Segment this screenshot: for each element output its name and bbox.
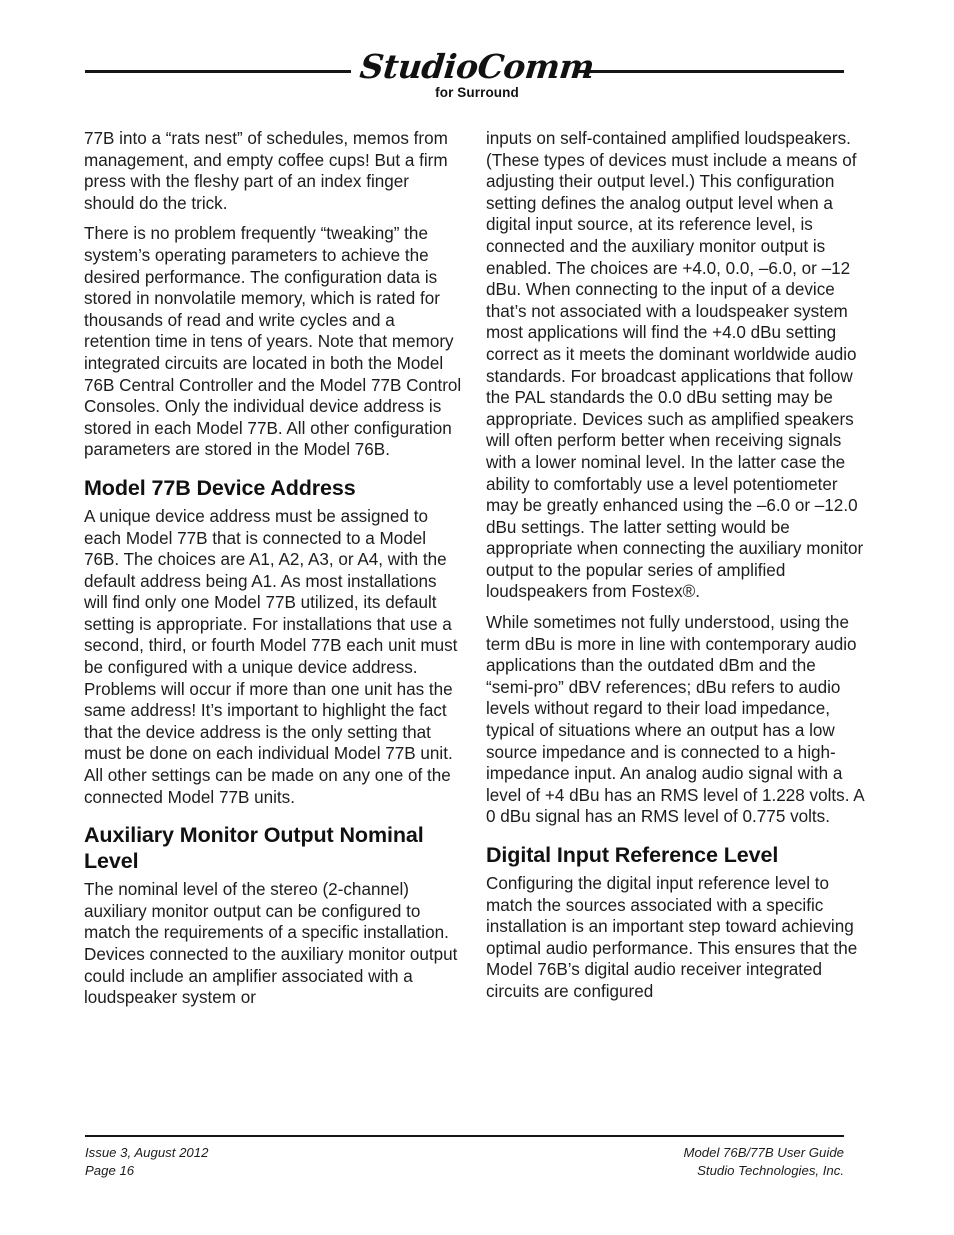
body-paragraph: Configuring the digital input reference level to match the sources associated with a specific installation is an important step toward achieving optimal audio performance. This ensures that the Model 76B’s digital audio receiver integrated circuits are configured: [486, 874, 858, 1001]
body-paragraph: While sometimes not fully understood, using the term dBu is more in line with contemporary audio applications than the outdated dBm and the “semi-pro” dBV references; dBu refers to audio levels without regard to their load impedance, typical of situations where an output has a low source impedance and is connected to a high-impedance input. An analog audio signal with a level of +4 dBu has an RMS level of 1.228 volts. A 0 dBu signal has an RMS level of 0.775 volts.: [486, 613, 864, 827]
logo-wordmark: StudioComm: [358, 47, 596, 86]
left-column: [84, 128, 462, 1018]
page-header: [0, 48, 954, 100]
body-paragraph: inputs on self-contained amplified loudspeakers. (These types of devices must include a means of adjusting their output level.) This configuration setting defines the analog output level when a digital input source, at its reference level, is connected and the auxiliary monitor output is enabled. The choices are +4.0, 0.0, –6.0, or –12 dBu. When connecting to the input of a device that’s not associated with a loudspeaker system most applications will find the +4.0 dBu setting correct as it meets the dominant worldwide audio standards. For broadcast applications that follow the PAL standards the 0.0 dBu setting may be appropriate. Devices such as amplified speakers will often perform better when receiving signals with a lower nominal level. In the latter case the ability to comfortably use a level potentiometer may be greatly enhanced using the –6.0 or –12.0 dBu settings. The latter setting would be appropriate when connecting the auxiliary monitor output to the popular series of amplified loudspeakers from Fostex®.: [486, 129, 864, 602]
footer-left: [85, 1144, 208, 1179]
footer-rule: [85, 1135, 844, 1137]
section-heading: Auxiliary Monitor Output Nominal Level: [84, 823, 424, 874]
page-footer: [85, 1135, 844, 1179]
footer-page-number: Page 16: [85, 1162, 135, 1178]
body-paragraph: There is no problem frequently “tweaking” the system’s operating parameters to achieve the desired performance. The configuration data is stored in nonvolatile memory, which is rated for thousands of read and write cycles and a retention time in tens of years. Note that memory integrated circuits are located in both the Model 76B Central Controller and the Model 77B Control Consoles. Only the individual device address is stored in each Model 77B. All other configuration parameters are stored in the Model 76B.: [84, 224, 462, 460]
studiocomm-logo: [0, 48, 954, 100]
body-paragraph: The nominal level of the stereo (2-channel) auxiliary monitor output can be configured to match the requirements of a specific installation. Devices connected to the auxiliary monitor output could include an amplifier associated with a loudspeaker system or: [84, 880, 458, 1008]
footer-columns: [85, 1144, 844, 1179]
logo-subtitle: for Surround: [435, 85, 519, 100]
body-columns: [84, 128, 874, 1113]
footer-guide-title: Model 76B/77B User Guide: [683, 1145, 844, 1160]
footer-issue: Issue 3, August 2012: [85, 1145, 209, 1160]
footer-company: Studio Technologies, Inc.: [697, 1162, 844, 1178]
body-paragraph: A unique device address must be assigned to each Model 77B that is connected to a Model 76B. The choices are A1, A2, A3, or A4, with the default address being A1. As most installations will find only one Model 77B utilized, its default setting is appropriate. For installations that use a second, third, or fourth Model 77B each unit must be configured with a unique device address. Problems will occur if more than one unit has the same address! It’s important to highlight the fact that the device address is the only setting that must be done on each individual Model 77B unit. All other settings can be made on any one of the connected Model 77B units.: [84, 506, 458, 807]
section-heading: Digital Input Reference Level: [486, 843, 779, 867]
footer-right: [683, 1144, 844, 1179]
right-column: [486, 128, 864, 1012]
body-paragraph: 77B into a “rats nest” of schedules, memos from management, and empty coffee cups! But a firm press with the fleshy part of an index finger should do the trick.: [84, 129, 448, 213]
section-heading: Model 77B Device Address: [84, 475, 356, 500]
